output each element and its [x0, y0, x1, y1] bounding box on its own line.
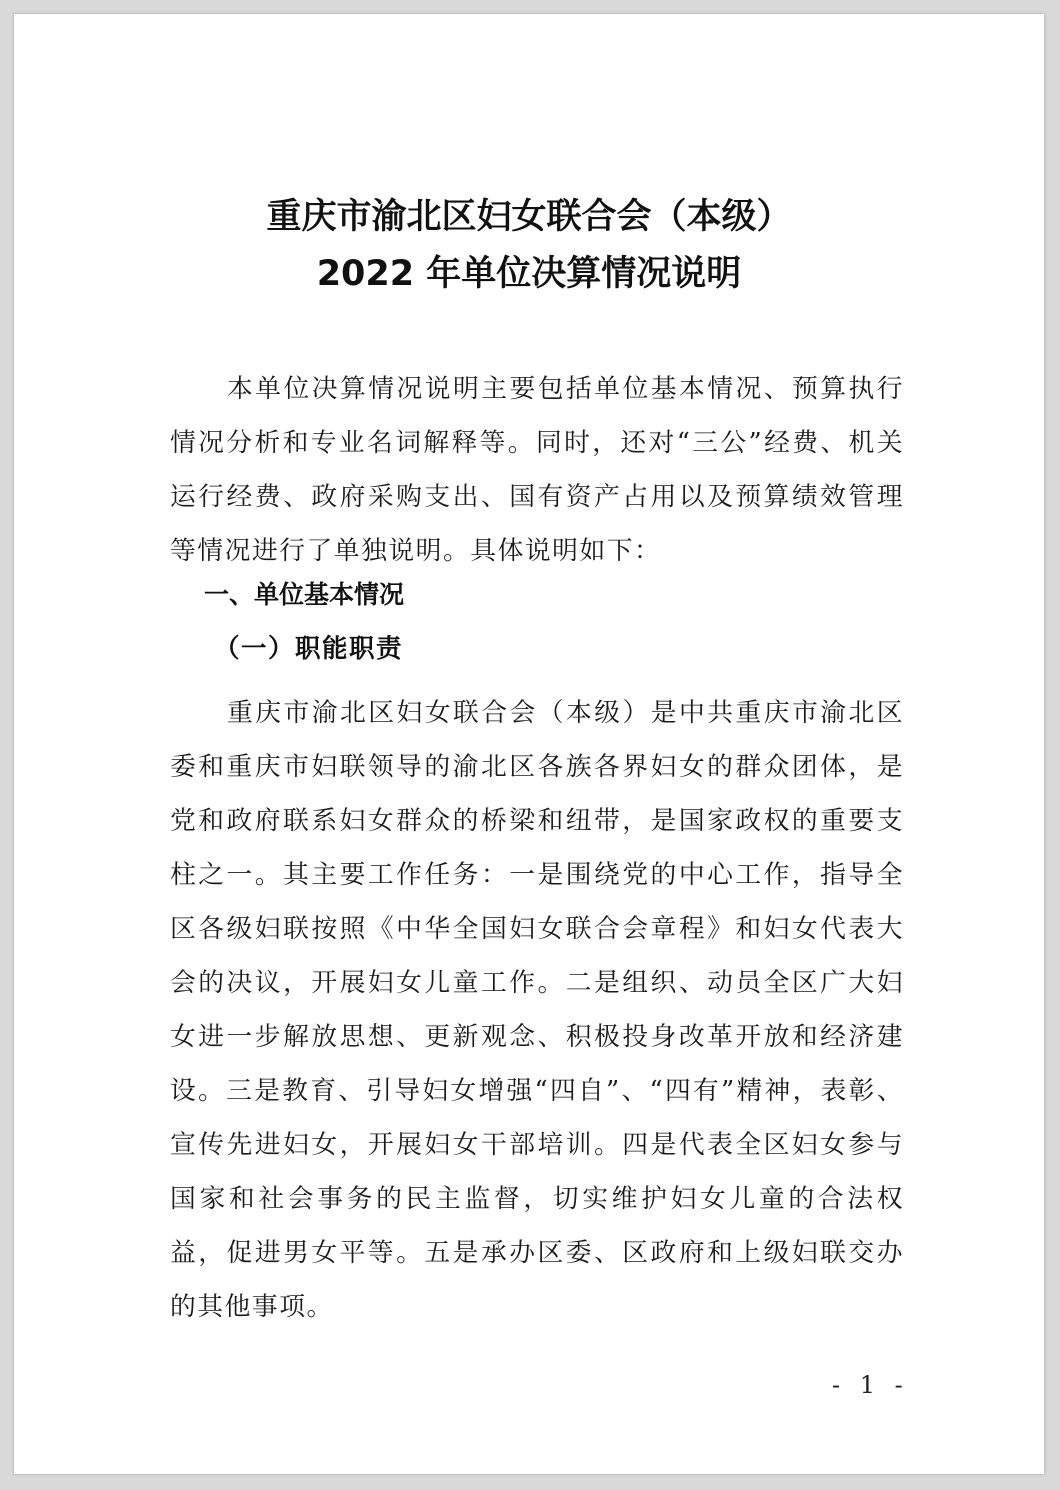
section-heading-basic-info: 一、单位基本情况	[204, 580, 405, 609]
document-title-line1: 重庆市渝北区妇女联合会（本级）	[266, 197, 792, 237]
intro-paragraph: 本单位决算情况说明主要包括单位基本情况、预算执行情况分析和专业名词解释等。同时，还对“三公”经费、机关运行经费、政府采购支出、国有资产占用以及预算绩效管理等情况进行了单独说明。具体说明如下：	[170, 374, 904, 566]
document-page	[14, 14, 1044, 1474]
duties-paragraph: 重庆市渝北区妇女联合会（本级）是中共重庆市渝北区委和重庆市妇联领导的渝北区各族各界妇女的群众团体，是党和政府联系妇女群众的桥梁和纽带，是国家政权的重要支柱之一。其主要工作任务：一是围绕党的中心工作，指导全区各级妇联按照《中华全国妇女联合会章程》和妇女代表大会的决议，开展妇女儿童工作。二是组织、动员全区广大妇女进一步解放思想、更新观念、积极投身改革开放和经济建设。三是教育、引导妇女增强“四自”、“四有”精神，表彰、宣传先进妇女，开展妇女干部培训。四是代表全区妇女参与国家和社会事务的民主监督，切实维护妇女儿童的合法权益，促进男女平等。五是承办区委、区政府和上级妇联交办的其他事项。	[170, 698, 904, 1322]
subsection-heading-duties: （一）职能职责	[214, 634, 404, 664]
page-number: - 1 -	[832, 1371, 909, 1399]
document-title-line2: 2022 年单位决算情况说明	[316, 254, 742, 294]
